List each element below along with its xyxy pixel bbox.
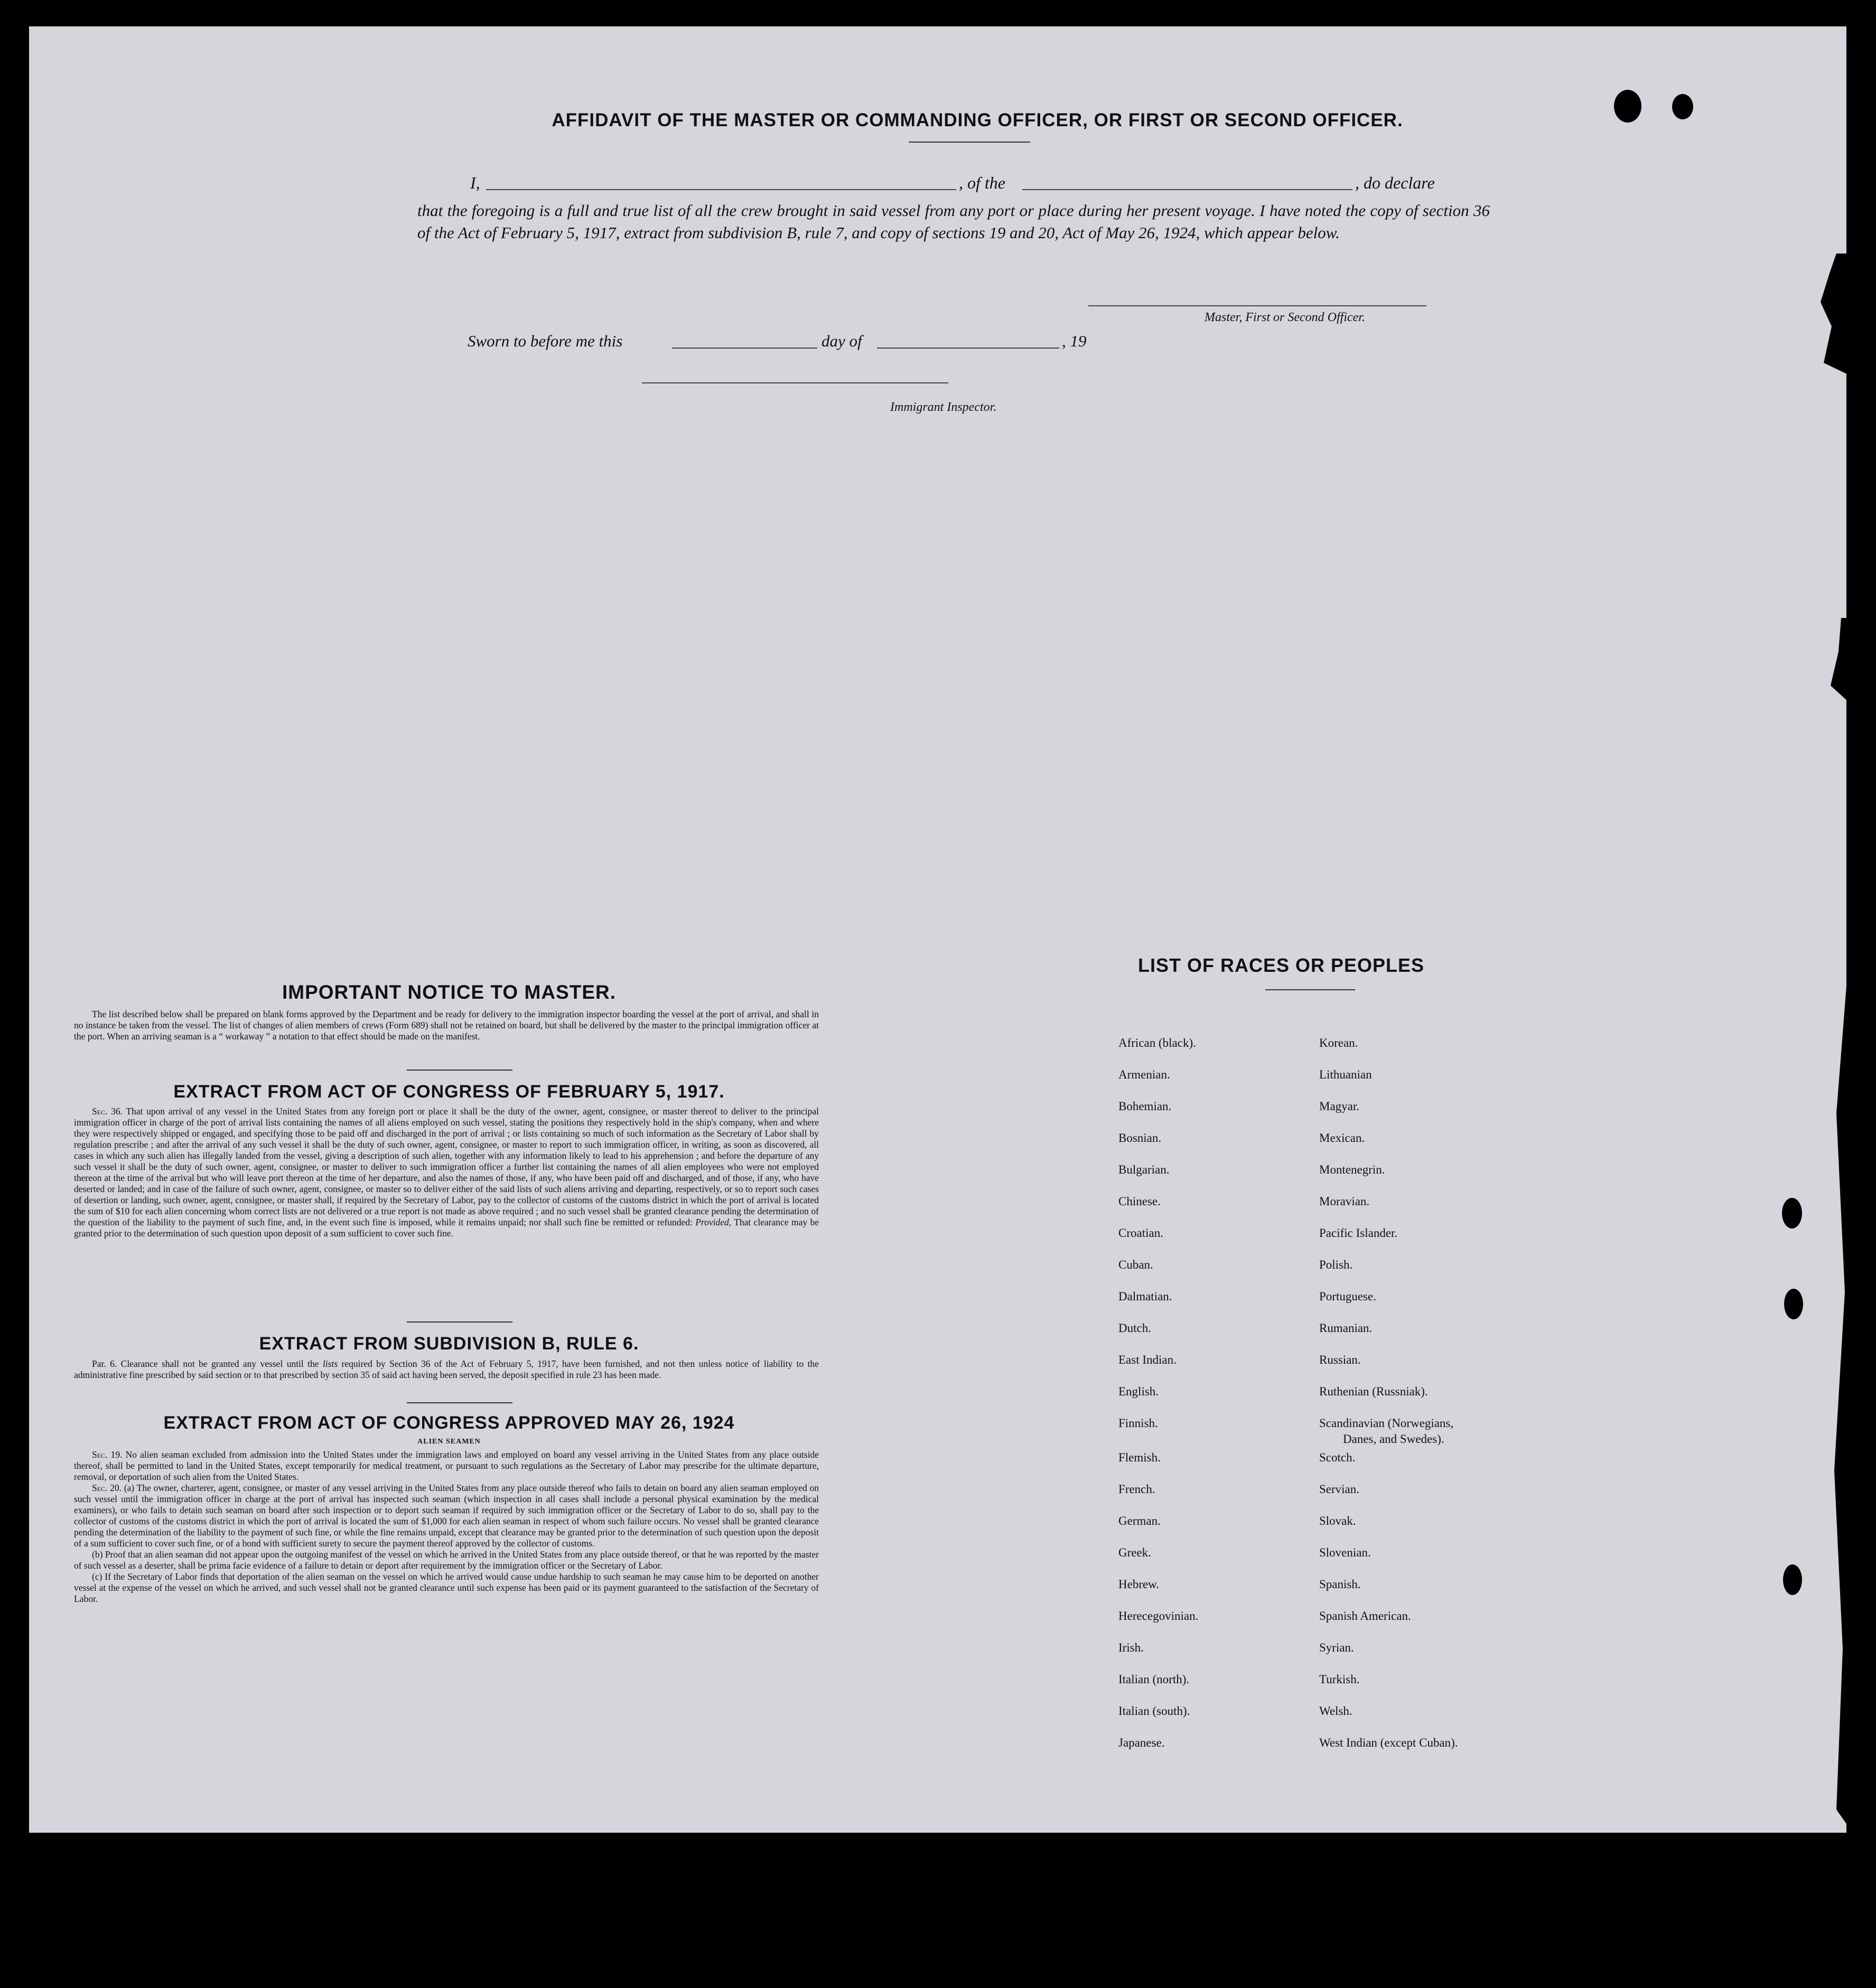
extract-1924-text <box>74 1449 819 1605</box>
race-left-item: Finnish. <box>1118 1417 1158 1430</box>
race-left-item: Italian (south). <box>1118 1704 1190 1718</box>
race-right-item: Scotch. <box>1319 1451 1356 1464</box>
race-right-item: Mexican. <box>1319 1131 1365 1145</box>
par-6-text-a: Clearance shall not be granted any vessel until the <box>120 1358 319 1369</box>
section-divider <box>407 1070 512 1071</box>
race-right-item: Welsh. <box>1319 1704 1352 1718</box>
race-right-item: Polish. <box>1319 1258 1353 1271</box>
torn-edge <box>1817 254 1846 375</box>
signature-caption: Master, First or Second Officer. <box>1205 311 1365 324</box>
race-right-item: Servian. <box>1319 1483 1360 1496</box>
sec-20c-text: (c) If the Secretary of Labor finds that deportation of the alien seaman on the vessel on which he arrived would cause undue hardship to such seaman he may cause him to be deported on another vessel at the expense of the vessel on which he arrived, and such vessel shall not be granted clearance until such expense has been paid or its payment guaranteed to the satisfaction of the Secretary of Labor. <box>74 1571 819 1604</box>
race-left-item: Irish. <box>1118 1641 1144 1654</box>
race-left-item: English. <box>1118 1385 1159 1398</box>
race-left-item: Greek. <box>1118 1546 1151 1559</box>
race-right-item: Korean. <box>1319 1036 1358 1049</box>
race-left-item: Dalmatian. <box>1118 1290 1172 1303</box>
affidavit-body: that the foregoing is a full and true list of all the crew brought in said vessel from any port or place during her present voyage. I have noted the copy of section 36 of the Act of February 5, 1917, extract from subdivision B, rule 7, and copy of sections 19 and 20, Act of May 26, 1924, which appear below. <box>417 201 1490 242</box>
race-right-item: Ruthenian (Russniak). <box>1319 1385 1428 1398</box>
par-6-text-b: required by Section 36 of the Act of February 5, 1917, have been furnished, and not then unless notice of liability to the administrative fine prescribed by said section or to that prescribed by section 35 of said act having been served, the deposit specified in rule 23 has been made. <box>74 1358 819 1380</box>
sworn-day-line[interactable] <box>672 348 817 349</box>
race-right-item: Portuguese. <box>1319 1290 1376 1303</box>
races-title-divider <box>1265 989 1355 990</box>
race-right-item: West Indian (except Cuban). <box>1319 1736 1458 1749</box>
race-right-item: Syrian. <box>1319 1641 1354 1654</box>
race-right-item: Montenegrin. <box>1319 1163 1385 1176</box>
affidavit-i-label: I, <box>470 173 480 192</box>
name-blank-line[interactable] <box>486 189 956 190</box>
race-left-item: East Indian. <box>1118 1353 1177 1366</box>
document-page <box>29 26 1846 1833</box>
race-right-item: Slovenian. <box>1319 1546 1371 1559</box>
race-right-item: Russian. <box>1319 1353 1361 1366</box>
year-label: , 19 <box>1062 332 1087 350</box>
race-right-item: Scandinavian (Norwegians, <box>1319 1417 1454 1430</box>
sec-19-text: No alien seaman excluded from admission into the United States under the immigration laws and employed on board any vessel arriving in the United States from any place outside thereof, shall be permitted to land in the United States, except temporarily for medical treatment, or pursuant to such regulations as the Secretary of Labor may prescribe for the ultimate departure, removal, or deportation of such alien from the United States. <box>74 1449 819 1482</box>
extract-1917-title: EXTRACT FROM ACT OF CONGRESS OF FEBRUARY 5, 1917. <box>173 1082 725 1102</box>
notice-paragraph: The list described below shall be prepared on blank forms approved by the Department and be ready for delivery to the immigration inspector boarding the vessel at the port of arrival, and shall in no instance be taken from the vessel. The list of changes of alien members of crews (Form 689) shall not be retained on board, but shall be delivered by the master to the principal immigration officer at the port. When an arriving seaman is a “ workaway ” a notation to that effect should be made on the manifest. <box>74 1009 819 1042</box>
inspector-signature-line[interactable] <box>642 382 948 383</box>
sec-36-text: That upon arrival of any vessel in the United States from any foreign port or place it shall be the duty of the owner, agent, consignee, or master thereof to deliver to the principal immigration officer in charge of the port of arrival lists containing the names of all aliens employed on such vessel, stating the positions they respectively hold in the ship's company, when and where they were respectively shipped or engaged, and specifying those to be paid off and discharged in the port of arrival ; or lists containing so much of such information as the Secretary of Labor shall by regulation prescribe ; and after the arrival of any such vessel it shall be the duty of such owner, agent, consignee, or master to report to such immigration officer, in writing, as soon as discovered, all cases in which any such alien has illegally landed from the vessel, giving a description of such alien, together with any information likely to lead to his apprehension ; and before the departure of any such vessel it shall be the duty of such owner, agent, consignee, or master to deliver to such immigration officer a further list containing the names of all alien employees who were not employed thereon at the time of the arrival but who will leave port thereon at the time of her departure, and also the names of those, if any, who have been paid off and discharged, and of those, if any, who have deserted or landed; and in case of the failure of such owner, agent, consignee, or master so to deliver either of the said lists of such aliens arriving and departing, respectively, or so to report such cases of desertion or landing, such owner, agent, consignee, or master shall, if required by the Secretary of Labor, pay to the collector of customs of the customs district in which the port of arrival is located the sum of $10 for each alien concerning whom correct lists are not delivered or a true report is not made as above required ; and no such vessel shall be granted clearance pending the determination of the question of the liability to the payment of such fine, and, in the event such fine is imposed, while it remains unpaid; nor shall such fine be remitted or refunded: <box>74 1106 819 1227</box>
race-left-item: Bulgarian. <box>1118 1163 1170 1176</box>
binding-hole <box>1614 90 1641 123</box>
affidavit-of-the-label: , of the <box>959 173 1005 192</box>
section-divider <box>407 1402 512 1403</box>
race-left-item: Armenian. <box>1118 1068 1170 1081</box>
race-right-item: Rumanian. <box>1319 1321 1373 1335</box>
sworn-month-line[interactable] <box>877 348 1059 349</box>
affidavit-title: AFFIDAVIT OF THE MASTER OR COMMANDING OFFICER, OR FIRST OR SECOND OFFICER. <box>552 110 1403 130</box>
day-of-label: day of <box>822 332 862 350</box>
race-left-item: Hebrew. <box>1118 1578 1160 1591</box>
extract-1924-title: EXTRACT FROM ACT OF CONGRESS APPROVED MAY 26, 1924 <box>163 1413 735 1433</box>
race-left-item: African (black). <box>1118 1036 1196 1049</box>
race-right-item: Spanish American. <box>1319 1609 1411 1623</box>
signature-line[interactable] <box>1088 305 1426 306</box>
binding-hole <box>1784 1289 1803 1319</box>
race-left-item: Herecegovinian. <box>1118 1609 1199 1623</box>
race-right-item: Lithuanian <box>1319 1068 1372 1081</box>
torn-edge <box>1823 618 1846 702</box>
race-right-item: Spanish. <box>1319 1578 1361 1591</box>
race-left-item: Japanese. <box>1118 1736 1165 1749</box>
inspector-caption: Immigrant Inspector. <box>890 400 997 414</box>
race-left-item: Italian (north). <box>1118 1673 1190 1686</box>
sec-19-label: Sec. 19. <box>92 1449 123 1460</box>
binding-hole <box>1783 1564 1802 1595</box>
sec-20a-text: (a) The owner, charterer, agent, consignee, or master of any vessel arriving in the United States from any place outside thereof who fails to detain on board any alien seaman employed on such vessel until the immigration officer in charge at the port of arrival has inspected such seaman (which inspection in all cases shall include a personal physical examination by the medical examiners), or who fails to detain such seaman on board after such inspection or to deport such seaman if required by such immigration officer or the Secretary of Labor to do so, shall pay to the collector of customs of the customs district in which the port of arrival is located the sum of $1,000 for each alien seaman in respect of whom such failure occurs. No vessel shall be granted clearance pending the determination of the liability to the payment of such fine, or while the fine remains unpaid, except that clearance may be granted prior to the determination of such question upon the deposit of a sum sufficient to cover such fine, or of a bond with sufficient surety to secure the payment thereof approved by the collector of customs. <box>74 1483 819 1549</box>
alien-seamen-subtitle: ALIEN SEAMEN <box>417 1438 481 1446</box>
race-right-item: Turkish. <box>1319 1673 1360 1686</box>
section-divider <box>407 1321 512 1323</box>
race-left-item: Chinese. <box>1118 1195 1161 1208</box>
provided-text: That clearance may be granted prior to the determination of such question upon deposit of a sum sufficient to cover such fine. <box>74 1217 819 1239</box>
extract-1917-text <box>74 1106 819 1239</box>
torn-edge <box>1828 935 1846 1827</box>
provided-label: Provided, <box>695 1217 732 1227</box>
race-left-item: German. <box>1118 1514 1161 1527</box>
races-title: LIST OF RACES OR PEOPLES <box>1137 954 1425 976</box>
race-left-item: Bohemian. <box>1118 1100 1172 1113</box>
lists-label: lists <box>322 1358 338 1369</box>
race-right-item: Danes, and Swedes). <box>1343 1432 1444 1446</box>
binding-hole <box>1672 94 1693 119</box>
race-left-item: Cuban. <box>1118 1258 1153 1271</box>
title-divider <box>909 142 1030 143</box>
race-left-item: Dutch. <box>1118 1321 1151 1335</box>
sworn-label: Sworn to before me this <box>468 332 623 350</box>
race-left-item: French. <box>1118 1483 1155 1496</box>
sec-36-label: Sec. 36. <box>92 1106 123 1117</box>
notice-title: IMPORTANT NOTICE TO MASTER. <box>282 981 616 1003</box>
par-6-label: Par. 6. <box>92 1358 117 1369</box>
extract-rule6-title: EXTRACT FROM SUBDIVISION B, RULE 6. <box>259 1334 639 1354</box>
notice-text <box>74 1009 819 1042</box>
race-left-item: Flemish. <box>1118 1451 1161 1464</box>
binding-hole <box>1782 1198 1802 1229</box>
race-left-item: Croatian. <box>1118 1226 1163 1240</box>
sec-20-label: Sec. 20. <box>92 1483 122 1493</box>
sec-20b-text: (b) Proof that an alien seaman did not appear upon the outgoing manifest of the vessel on which he arrived in the United States from any place outside thereof, or that he was reported by the master of such vessel as a deserter, shall be prima facie evidence of a failure to detain or deport after requirement by the immigration officer or the Secretary of Labor. <box>74 1549 819 1571</box>
race-right-item: Magyar. <box>1319 1100 1360 1113</box>
race-right-item: Slovak. <box>1319 1514 1356 1527</box>
affidavit-declare-label: , do declare <box>1355 173 1435 192</box>
extract-rule6-text <box>74 1358 819 1381</box>
race-right-item: Moravian. <box>1319 1195 1370 1208</box>
race-right-item: Pacific Islander. <box>1319 1226 1398 1240</box>
race-left-item: Bosnian. <box>1118 1131 1162 1145</box>
vessel-blank-line[interactable] <box>1022 189 1352 190</box>
